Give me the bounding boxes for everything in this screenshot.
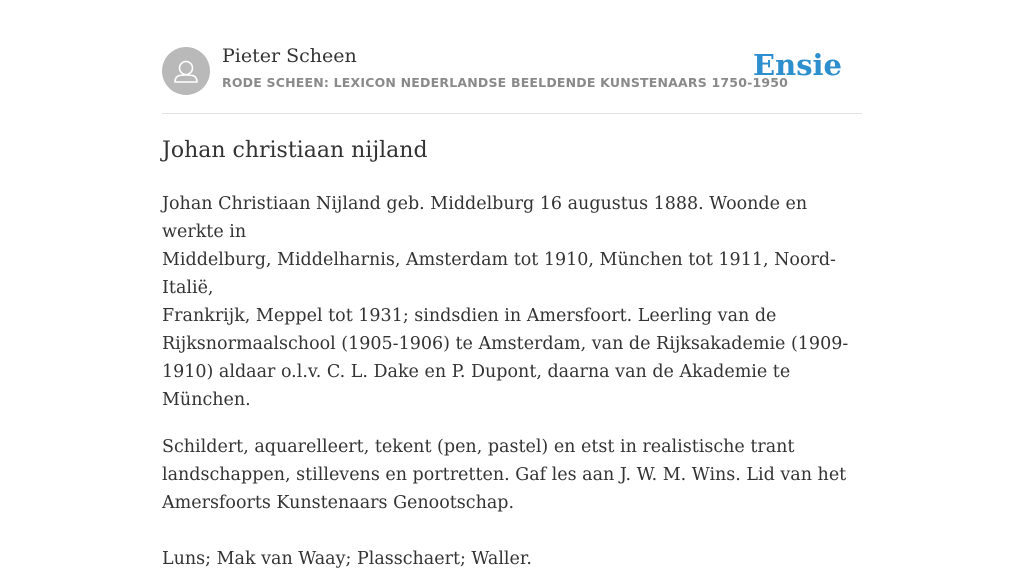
article-body	[162, 190, 862, 573]
article-paragraph: Johan Christiaan Nijland geb. Middelburg 16 augustus 1888. Woonde en werkte in Middelburg, Middelharnis, Amsterdam tot 1910, München tot 1911, Noord-Italië, Frankrijk, Meppel tot 1931; sindsdien in Amersfoort. Leerling van de Rijksnormaalschool (1905-1906) te Amsterdam, van de Rijksakademie (1909- 1910) aldaar o.l.v. C. L. Dake en P. Dupont, daarna van de Akademie te München.	[162, 194, 849, 410]
brand-logo[interactable]: Ensie	[753, 48, 842, 82]
article-title: Johan christiaan nijland	[162, 138, 428, 163]
article-paragraph: Schildert, aquarelleert, tekent (pen, pastel) en etst in realistische trant landschappen, stillevens en portretten. Gaf les aan J. W. M. Wins. Lid van het Amersfoorts Kunstenaars Genootschap. Luns; Mak van Waay; Plasschaert; Waller.	[162, 437, 847, 569]
article-header	[162, 0, 862, 114]
source-label[interactable]: RODE SCHEEN: LEXICON NEDERLANDSE BEELDENDE KUNSTENAARS 1750-1950	[222, 75, 789, 90]
article-card	[162, 0, 862, 569]
author-name[interactable]: Pieter Scheen	[222, 45, 357, 67]
user-icon	[162, 47, 210, 95]
avatar[interactable]	[162, 47, 210, 95]
